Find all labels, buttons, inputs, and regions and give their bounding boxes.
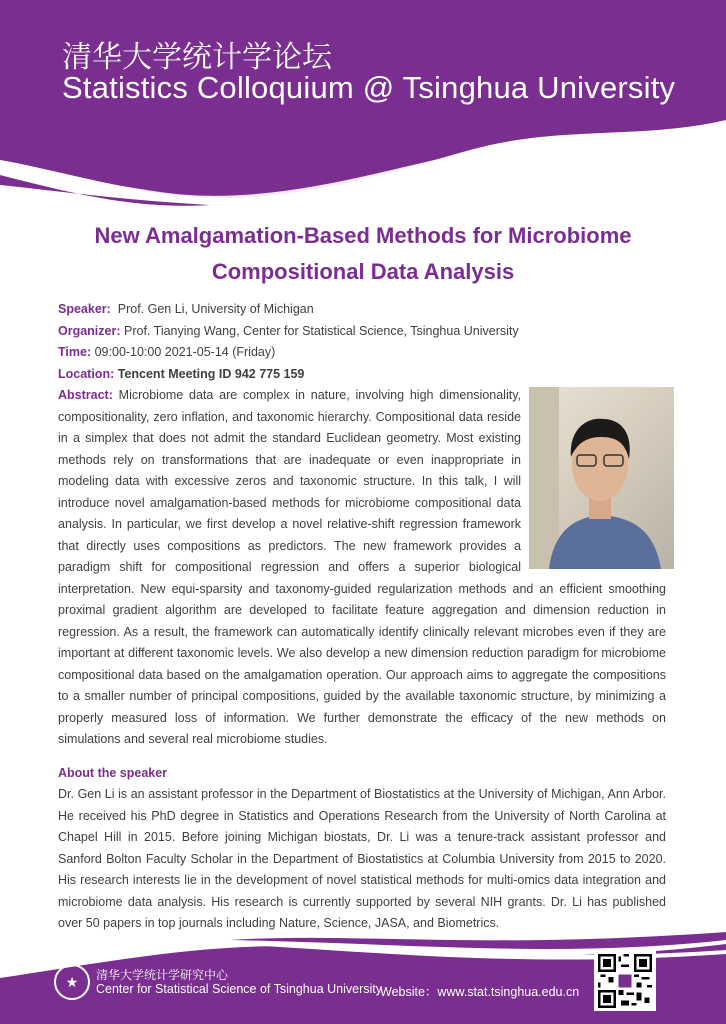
time-label: Time: [58,345,92,359]
about-speaker-heading: About the speaker [58,765,168,780]
header-banner [0,0,726,215]
abstract [58,385,666,751]
qr-code [594,951,656,1011]
speaker-label: Speaker: [58,302,111,316]
talk-details [58,299,666,935]
colloquium-title-en: Statistics Colloquium @ Tsinghua University [62,70,676,105]
time-value: 09:00-10:00 2021-05-14 (Friday) [94,345,276,359]
organizer-label: Organizer: [58,323,121,338]
location-value: Tencent Meeting ID 942 775 159 [117,366,305,381]
tsinghua-seal-logo: ★ [54,964,90,1000]
speaker-line [58,299,666,321]
talk-title-line: New Amalgamation-Based Methods for Microbiome [94,223,632,248]
about-speaker-text: Dr. Gen Li is an assistant professor in the Department of Biostatistics at the University of Michigan, Ann Arbor. He received his PhD degree in Statistics and Operations Research from the University of North Carolina at Chapel Hill in 2015. Before joining Michigan biostats, Dr. Li was a tenure-track assistant professor and Sanford Bolton Faculty Scholar in the Department of Biostatistics at Columbia University from 2015 to 2020. His research interests lie in the development of novel statistical methods for multi-omics data integration and microbiome data analysis. His research is currently supported by several NIH grants. Dr. Li has published over 50 papers in top journals including Nature, Science, JASA, and Biometrics. [58,787,666,930]
website-link[interactable]: Website：www.stat.tsinghua.edu.cn [380,985,580,999]
speaker-value: Prof. Gen Li, University of Michigan [117,302,314,316]
abstract-text: Microbiome data are complex in nature, involving high dimensionality, compositionality, zero inflation, and taxonomic hierarchy. Compositional data reside in a simplex that does not admit the standard Euclidean geometry. Most existing methods rely on transformations that are inadequate or even inappropriate in modeling data with excessive zeros and taxonomic structure. In this talk, I will introduce novel amalgamation-based methods for microbiome compositional data analysis. In particular, we first develop a novel relative-shift regression framework that directly uses compositions as predictors. The new framework provides a paradigm shift for compositional regression and offers a superior biological interpretation. New equi-sparsity and taxonomy-guided regularization methods and an efficient smoothing proximal gradient algorithm are developed to facilitate feature aggregation and dimension reduction in regression. As a result, the framework can automatically identify clinically relevant microbes even if they are important at different taxonomic levels. We also develop a new dimension reduction paradigm for microbiome compositional data based on the amalgamation operation. Our approach aims to aggregate the compositions to a smaller number of principal compositions, guided by the available taxonomic structure, by minimizing a properly measured loss of information. We further demonstrate the efficacy of the new methods on simulations and several real microbiome studies. [58,388,666,746]
location-label: Location: [58,366,115,381]
center-name-cn: 清华大学统计学研究中心 [96,968,229,982]
organizer-value: Prof. Tianying Wang, Center for Statistical Science, Tsinghua University [124,323,519,338]
abstract-label: Abstract: [58,388,113,402]
colloquium-title-cn: 清华大学统计学论坛 [62,40,332,75]
location-line [58,364,666,386]
speaker-photo [529,387,674,569]
talk-title [30,218,696,290]
time-line [58,342,666,364]
center-name-en: Center for Statistical Science of Tsinghua University [96,982,383,996]
talk-title-line: Compositional Data Analysis [211,259,515,284]
organizer-line [58,321,666,343]
